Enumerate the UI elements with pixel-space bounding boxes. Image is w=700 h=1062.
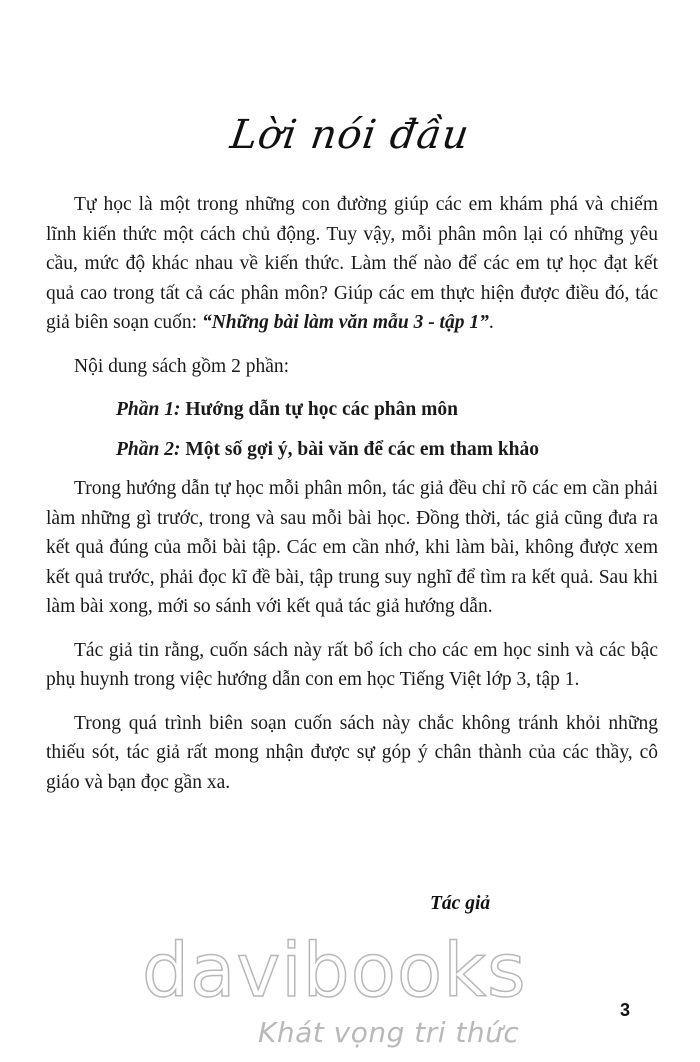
paragraph-intro — [46, 190, 658, 338]
book-title: “Những bài làm văn mẫu 3 - tập 1” — [201, 312, 489, 333]
paragraph-guidance: Trong hướng dẫn tự học mỗi phân môn, tác giả đều chỉ rõ các em cần phải làm những gì trước, trong và sau mỗi bài học. Đồng thời, tác giả cũng đưa ra kết quả đúng của mỗi bài tập. Các em cần nhớ, khi làm bài, không được xem kết quả trước, phải đọc kĩ đề bài, tập trung suy nghĩ để tìm ra kết quả. Sau khi làm bài xong, mới so sánh với kết quả tác giả hướng dẫn. — [46, 478, 658, 617]
page-number: 3 — [620, 1000, 631, 1020]
paragraph-closing: Trong quá trình biên soạn cuốn sách này chắc không tránh khỏi những thiếu sót, tác giả rất mong nhận được sự góp ý chân thành của các thầy, cô giáo và bạn đọc gần xa. — [46, 712, 658, 793]
watermark-tagline: Khát vọng tri thức — [258, 1016, 520, 1049]
author-signature: Tác giả — [430, 893, 491, 914]
part-1-label: Phần 1: — [116, 399, 181, 420]
part-1-text: Hướng dẫn tự học các phân môn — [180, 399, 458, 420]
part-2-label: Phần 2: — [116, 438, 181, 460]
page-title: Lời nói đầu — [227, 112, 473, 158]
part-2-text: Một số gợi ý, bài văn để các em tham khảo — [180, 438, 540, 460]
part-2 — [46, 435, 658, 465]
paragraph-contents: Nội dung sách gồm 2 phần: — [74, 355, 290, 377]
watermark-brand: davibooks — [142, 928, 527, 1014]
paragraph-intro-text: Tự học là một trong những con đường giúp các em khám phá và chiếm lĩnh kiến thức một cách chủ động. Tuy vậy, mỗi phân môn lại có những yêu cầu, mức độ khác nhau về kiến thức. Làm thế nào để các em tự học đạt kết quả cao trong tất cả các phân môn? Giúp các em thực hiện được điều đó, tác giả biên soạn cuốn: — [46, 194, 658, 333]
paragraph-intro-end: . — [488, 312, 494, 333]
paragraph-belief: Tác giả tin rằng, cuốn sách này rất bổ ích cho các em học sinh và các bậc phụ huynh trong việc hướng dẫn con em học Tiếng Việt lớp 3, tập 1. — [46, 639, 658, 690]
preface-body — [46, 190, 658, 811]
part-1 — [46, 395, 658, 425]
